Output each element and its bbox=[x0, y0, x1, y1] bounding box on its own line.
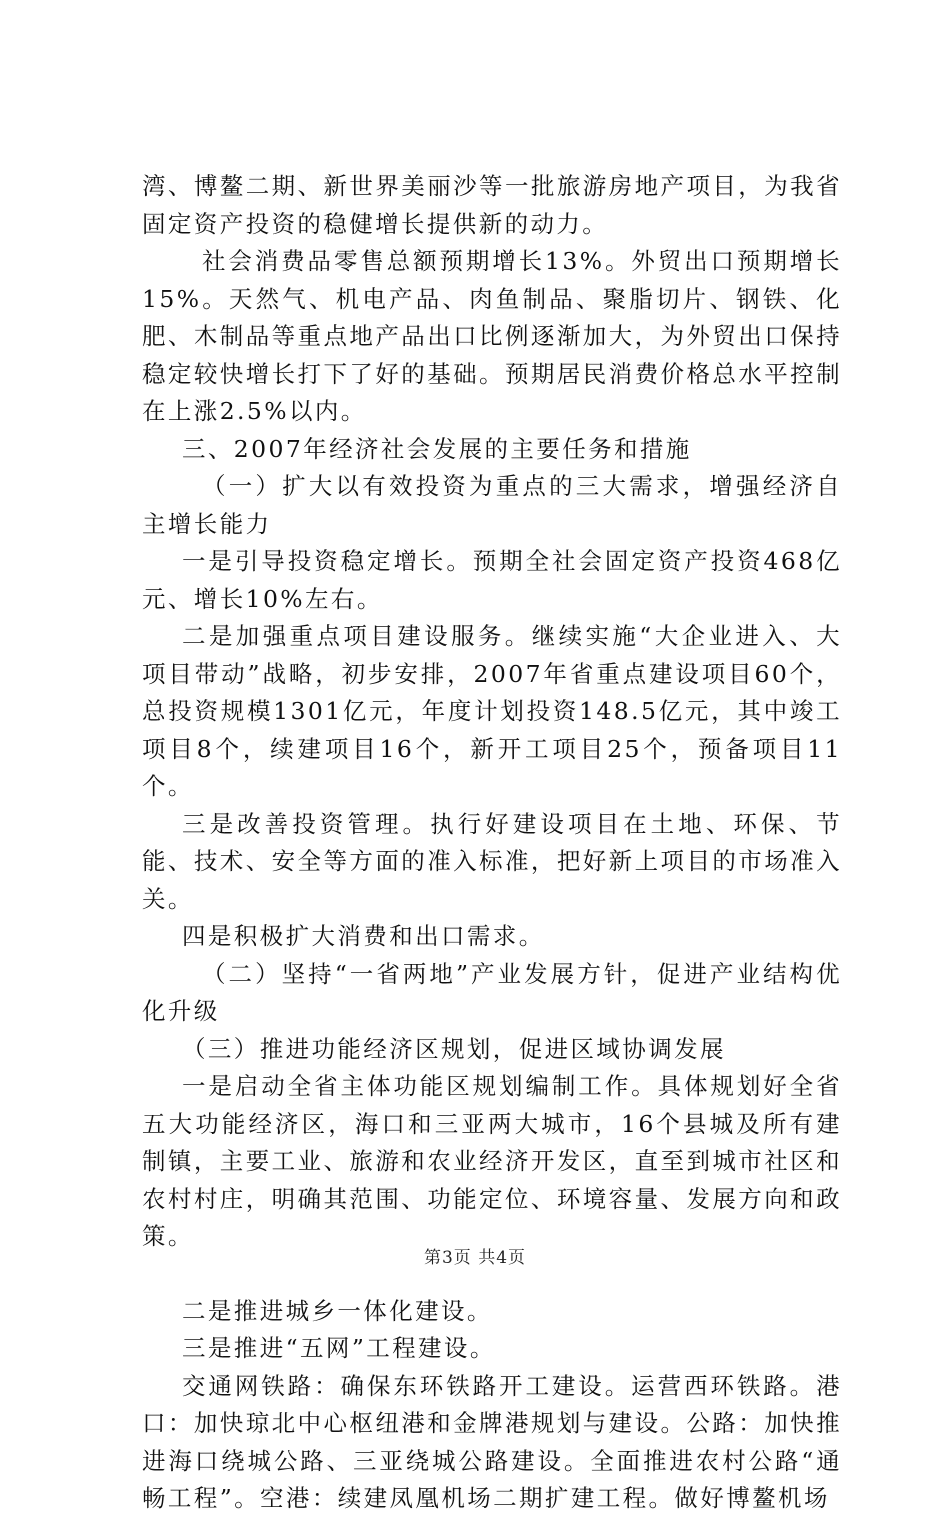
paragraph: 一是启动全省主体功能区规划编制工作。具体规划好全省五大功能经济区，海口和三亚两大城市，16个县城及所有建制镇，主要工业、旅游和农业经济开发区，直至到城市社区和农村村庄，明确其范围、功能定位、环境容量、发展方向和政策。 bbox=[142, 1072, 842, 1250]
paragraph: 二是推进城乡一体化建设。 bbox=[182, 1296, 493, 1325]
section-heading: 三、2007年经济社会发展的主要任务和措施 bbox=[182, 434, 692, 463]
paragraph: 一是引导投资稳定增长。预期全社会固定资产投资468亿元、增长10%左右。 bbox=[142, 547, 842, 613]
paragraph: 湾、博鳌二期、新世界美丽沙等一批旅游房地产项目，为我省固定资产投资的稳健增长提供新的动力。 bbox=[142, 172, 842, 238]
paragraph: 二是加强重点项目建设服务。继续实施“大企业进入、大项目带动”战略，初步安排，2007年省重点建设项目60个，总投资规模1301亿元，年度计划投资148.5亿元，其中竣工项目8个，续建项目16个，新开工项目25个，预备项目11个。 bbox=[142, 622, 842, 800]
paragraph: 四是积极扩大消费和出口需求。 bbox=[182, 922, 545, 950]
paragraph: 三是推进“五网”工程建设。 bbox=[182, 1334, 496, 1362]
subsection-heading: （一）扩大以有效投资为重点的三大需求，增强经济自主增长能力 bbox=[142, 472, 842, 538]
paragraph: 三是改善投资管理。执行好建设项目在土地、环保、节能、技术、安全等方面的准入标准，把好新上项目的市场准入关。 bbox=[142, 809, 842, 913]
paragraph: 交通网铁路：确保东环铁路开工建设。运营西环铁路。港口：加快琼北中心枢纽港和金牌港规划与建设。公路：加快推进海口绕城公路、三亚绕城公路建设。全面推进农村公路“通畅工程”。空港：续建凤凰机场二期扩建工程。做好博鳌机场 bbox=[142, 1371, 842, 1512]
page-number-footer: 第3页 共4页 bbox=[423, 1248, 527, 1268]
paragraph: 社会消费品零售总额预期增长13%。外贸出口预期增长15%。天然气、机电产品、肉鱼制品、聚脂切片、钢铁、化肥、木制品等重点地产品出口比例逐渐加大，为外贸出口保持稳定较快增长打下了好的基础。预期居民消费价格总水平控制在上涨2.5%以内。 bbox=[142, 247, 842, 425]
subsection-heading: （三）推进功能经济区规划，促进区域协调发展 bbox=[182, 1034, 726, 1063]
subsection-heading: （二）坚持“一省两地”产业发展方针，促进产业结构优化升级 bbox=[142, 959, 842, 1025]
document-body bbox=[142, 168, 842, 1518]
